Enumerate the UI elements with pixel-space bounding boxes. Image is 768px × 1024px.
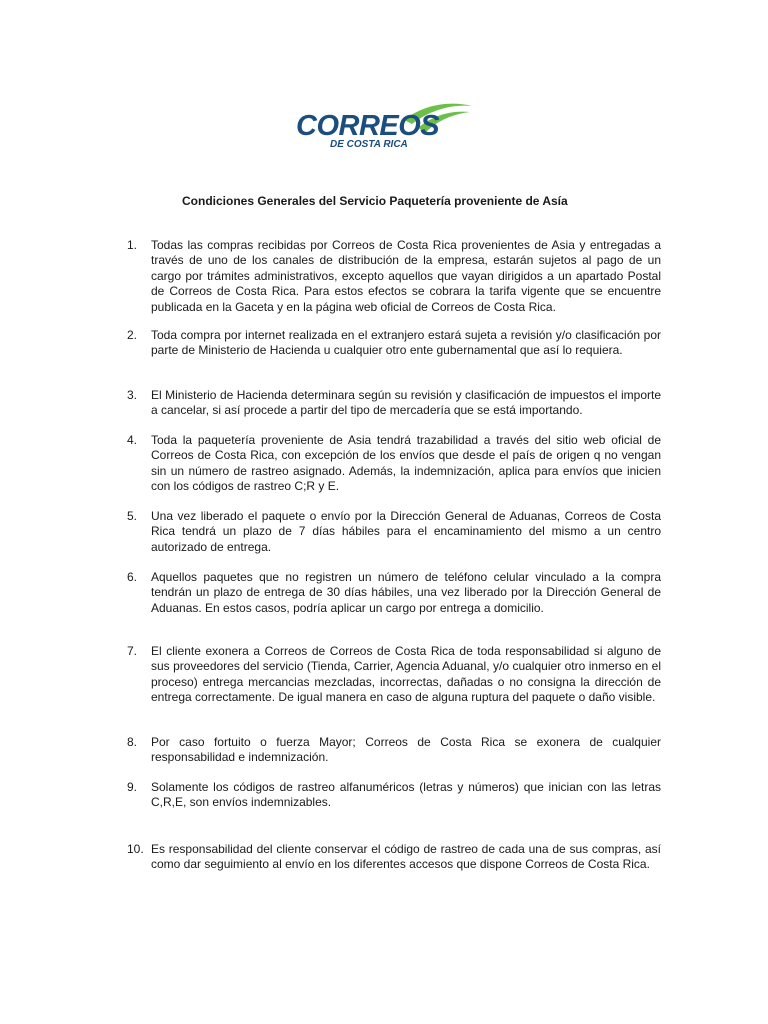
list-item [127,842,661,873]
item-number: 5. [127,509,138,523]
list-item [127,433,661,495]
item-number: 10. [127,842,144,856]
list-item [127,238,661,315]
item-number: 7. [127,644,138,658]
item-number: 1. [127,238,138,252]
logo-subtitle: DE COSTA RICA [330,139,408,150]
list-item [127,388,661,419]
list-item [127,644,661,706]
item-text: Es responsabilidad del cliente conservar el código de rastreo de cada una de sus compras, así como dar seguimiento al envío en los diferentes accesos que dispone Correos de Costa Rica. [151,842,661,872]
item-text: Aquellos paquetes que no registren un número de teléfono celular vinculado a la compra tendrán un plazo de entrega de 30 días hábiles, una vez liberado por la Dirección General de Aduanas. En estos casos, podría aplicar un cargo por entrega a domicilio. [151,570,661,615]
item-text: Solamente los códigos de rastreo alfanuméricos (letras y números) que inician con las letras C,R,E, son envíos indemnizables. [151,780,661,810]
item-number: 4. [127,433,138,447]
document-title: Condiciones Generales del Servicio Paquetería proveniente de Asía [182,194,568,208]
item-text: Por caso fortuito o fuerza Mayor; Correos de Costa Rica se exonera de cualquier responsabilidad e indemnización. [151,735,661,765]
list-item [127,570,661,616]
item-text: Todas las compras recibidas por Correos de Costa Rica provenientes de Asia y entregadas a través de uno de los canales de distribución de la empresa, estarán sujetos al pago de un cargo por trámites administrativos, excepto aquellos que vayan dirigidos a un apartado Postal de Correos de Costa Rica. Para estos efectos se cobrara la tarifa vigente que se encuentre publicada en la Gaceta y en la página web oficial de Correos de Costa Rica. [151,238,661,314]
item-number: 9. [127,780,138,794]
item-text: Una vez liberado el paquete o envío por la Dirección General de Aduanas, Correos de Costa Rica tendrá un plazo de 7 días hábiles para el encaminamiento del mismo a un centro autorizado de entrega. [151,509,661,554]
logo-wordmark: CORREOS [296,110,440,142]
item-number: 2. [127,328,138,342]
list-item [127,735,661,766]
item-number: 8. [127,735,138,749]
item-text: El Ministerio de Hacienda determinara según su revisión y clasificación de impuestos el importe a cancelar, si así procede a partir del tipo de mercadería que se está importando. [151,388,661,418]
list-item [127,509,661,555]
item-text: El cliente exonera a Correos de Correos de Costa Rica de toda responsabilidad si alguno de sus proveedores del servicio (Tienda, Carrier, Agencia Aduanal, y/o cualquier otro inmerso en el proceso) entrega mercancias mezcladas, incorrectas, dañadas o no consigna la dirección de entrega correctamente. De igual manera en caso de alguna ruptura del paquete o daño visible. [151,644,661,705]
item-text: Toda compra por internet realizada en el extranjero estará sujeta a revisión y/o clasificación por parte de Ministerio de Hacienda u cualquier otro ente gubernamental que así lo requiera. [151,328,661,358]
list-item [127,328,661,359]
item-number: 3. [127,388,138,402]
list-item [127,780,661,811]
correos-logo [296,98,476,156]
item-number: 6. [127,570,138,584]
item-text: Toda la paquetería proveniente de Asia tendrá trazabilidad a través del sitio web oficial de Correos de Costa Rica, con excepción de los envíos que desde el país de origen q no vengan sin un número de rastreo asignado. Además, la indemnización, aplica para envíos que inicien con los códigos de rastreo C;R y E. [151,433,661,494]
